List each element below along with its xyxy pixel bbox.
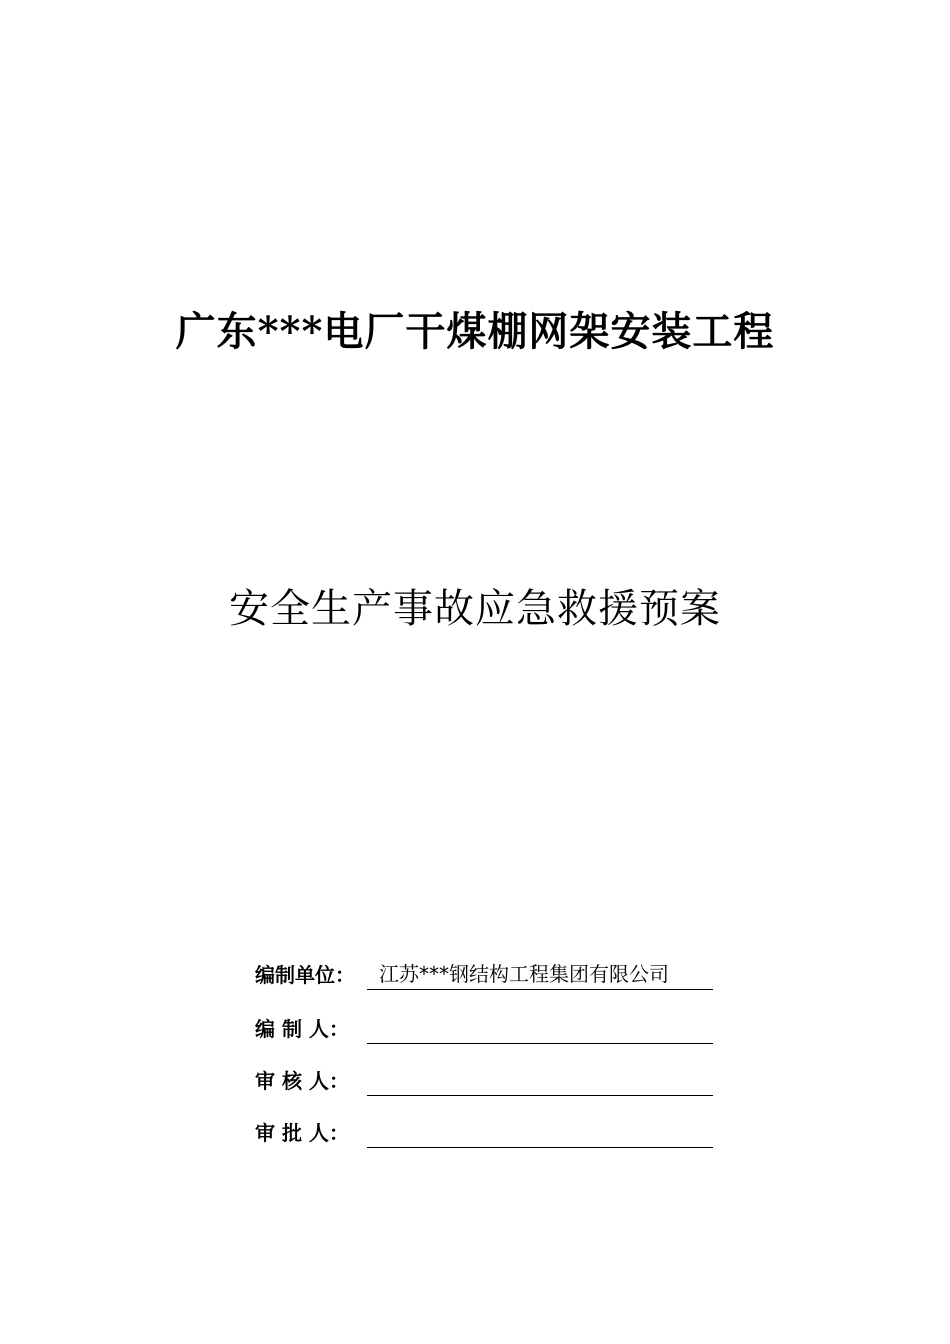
compiling-unit-value: 江苏***钢结构工程集团有限公司 bbox=[379, 962, 669, 986]
approver-label-text: 审 批 人 bbox=[255, 1121, 329, 1145]
approver-field[interactable] bbox=[367, 1119, 713, 1148]
compiler-colon: ： bbox=[328, 1017, 349, 1041]
compiling-unit-label-text: 编制单位 bbox=[255, 963, 335, 987]
signoff-row-compiling-unit bbox=[255, 960, 725, 990]
signoff-row-approver bbox=[255, 1118, 725, 1148]
signoff-row-compiler bbox=[255, 1014, 725, 1044]
compiler-label-text: 编 制 人 bbox=[255, 1017, 329, 1041]
compiler-label bbox=[255, 1016, 349, 1042]
reviewer-colon: ： bbox=[328, 1069, 349, 1093]
reviewer-field[interactable] bbox=[367, 1067, 713, 1096]
compiler-field[interactable] bbox=[367, 1015, 713, 1044]
reviewer-label bbox=[255, 1068, 349, 1094]
approver-label bbox=[255, 1120, 349, 1146]
document-title: 广东***电厂干煤棚网架安装工程 bbox=[175, 308, 775, 355]
signoff-row-reviewer bbox=[255, 1066, 725, 1096]
approver-colon: ： bbox=[328, 1121, 349, 1145]
compiling-unit-colon: ： bbox=[335, 963, 355, 987]
document-subtitle: 安全生产事故应急救援预案 bbox=[229, 586, 721, 632]
reviewer-label-text: 审 核 人 bbox=[255, 1069, 329, 1093]
compiling-unit-label bbox=[255, 962, 355, 988]
compiling-unit-field[interactable] bbox=[367, 961, 713, 990]
